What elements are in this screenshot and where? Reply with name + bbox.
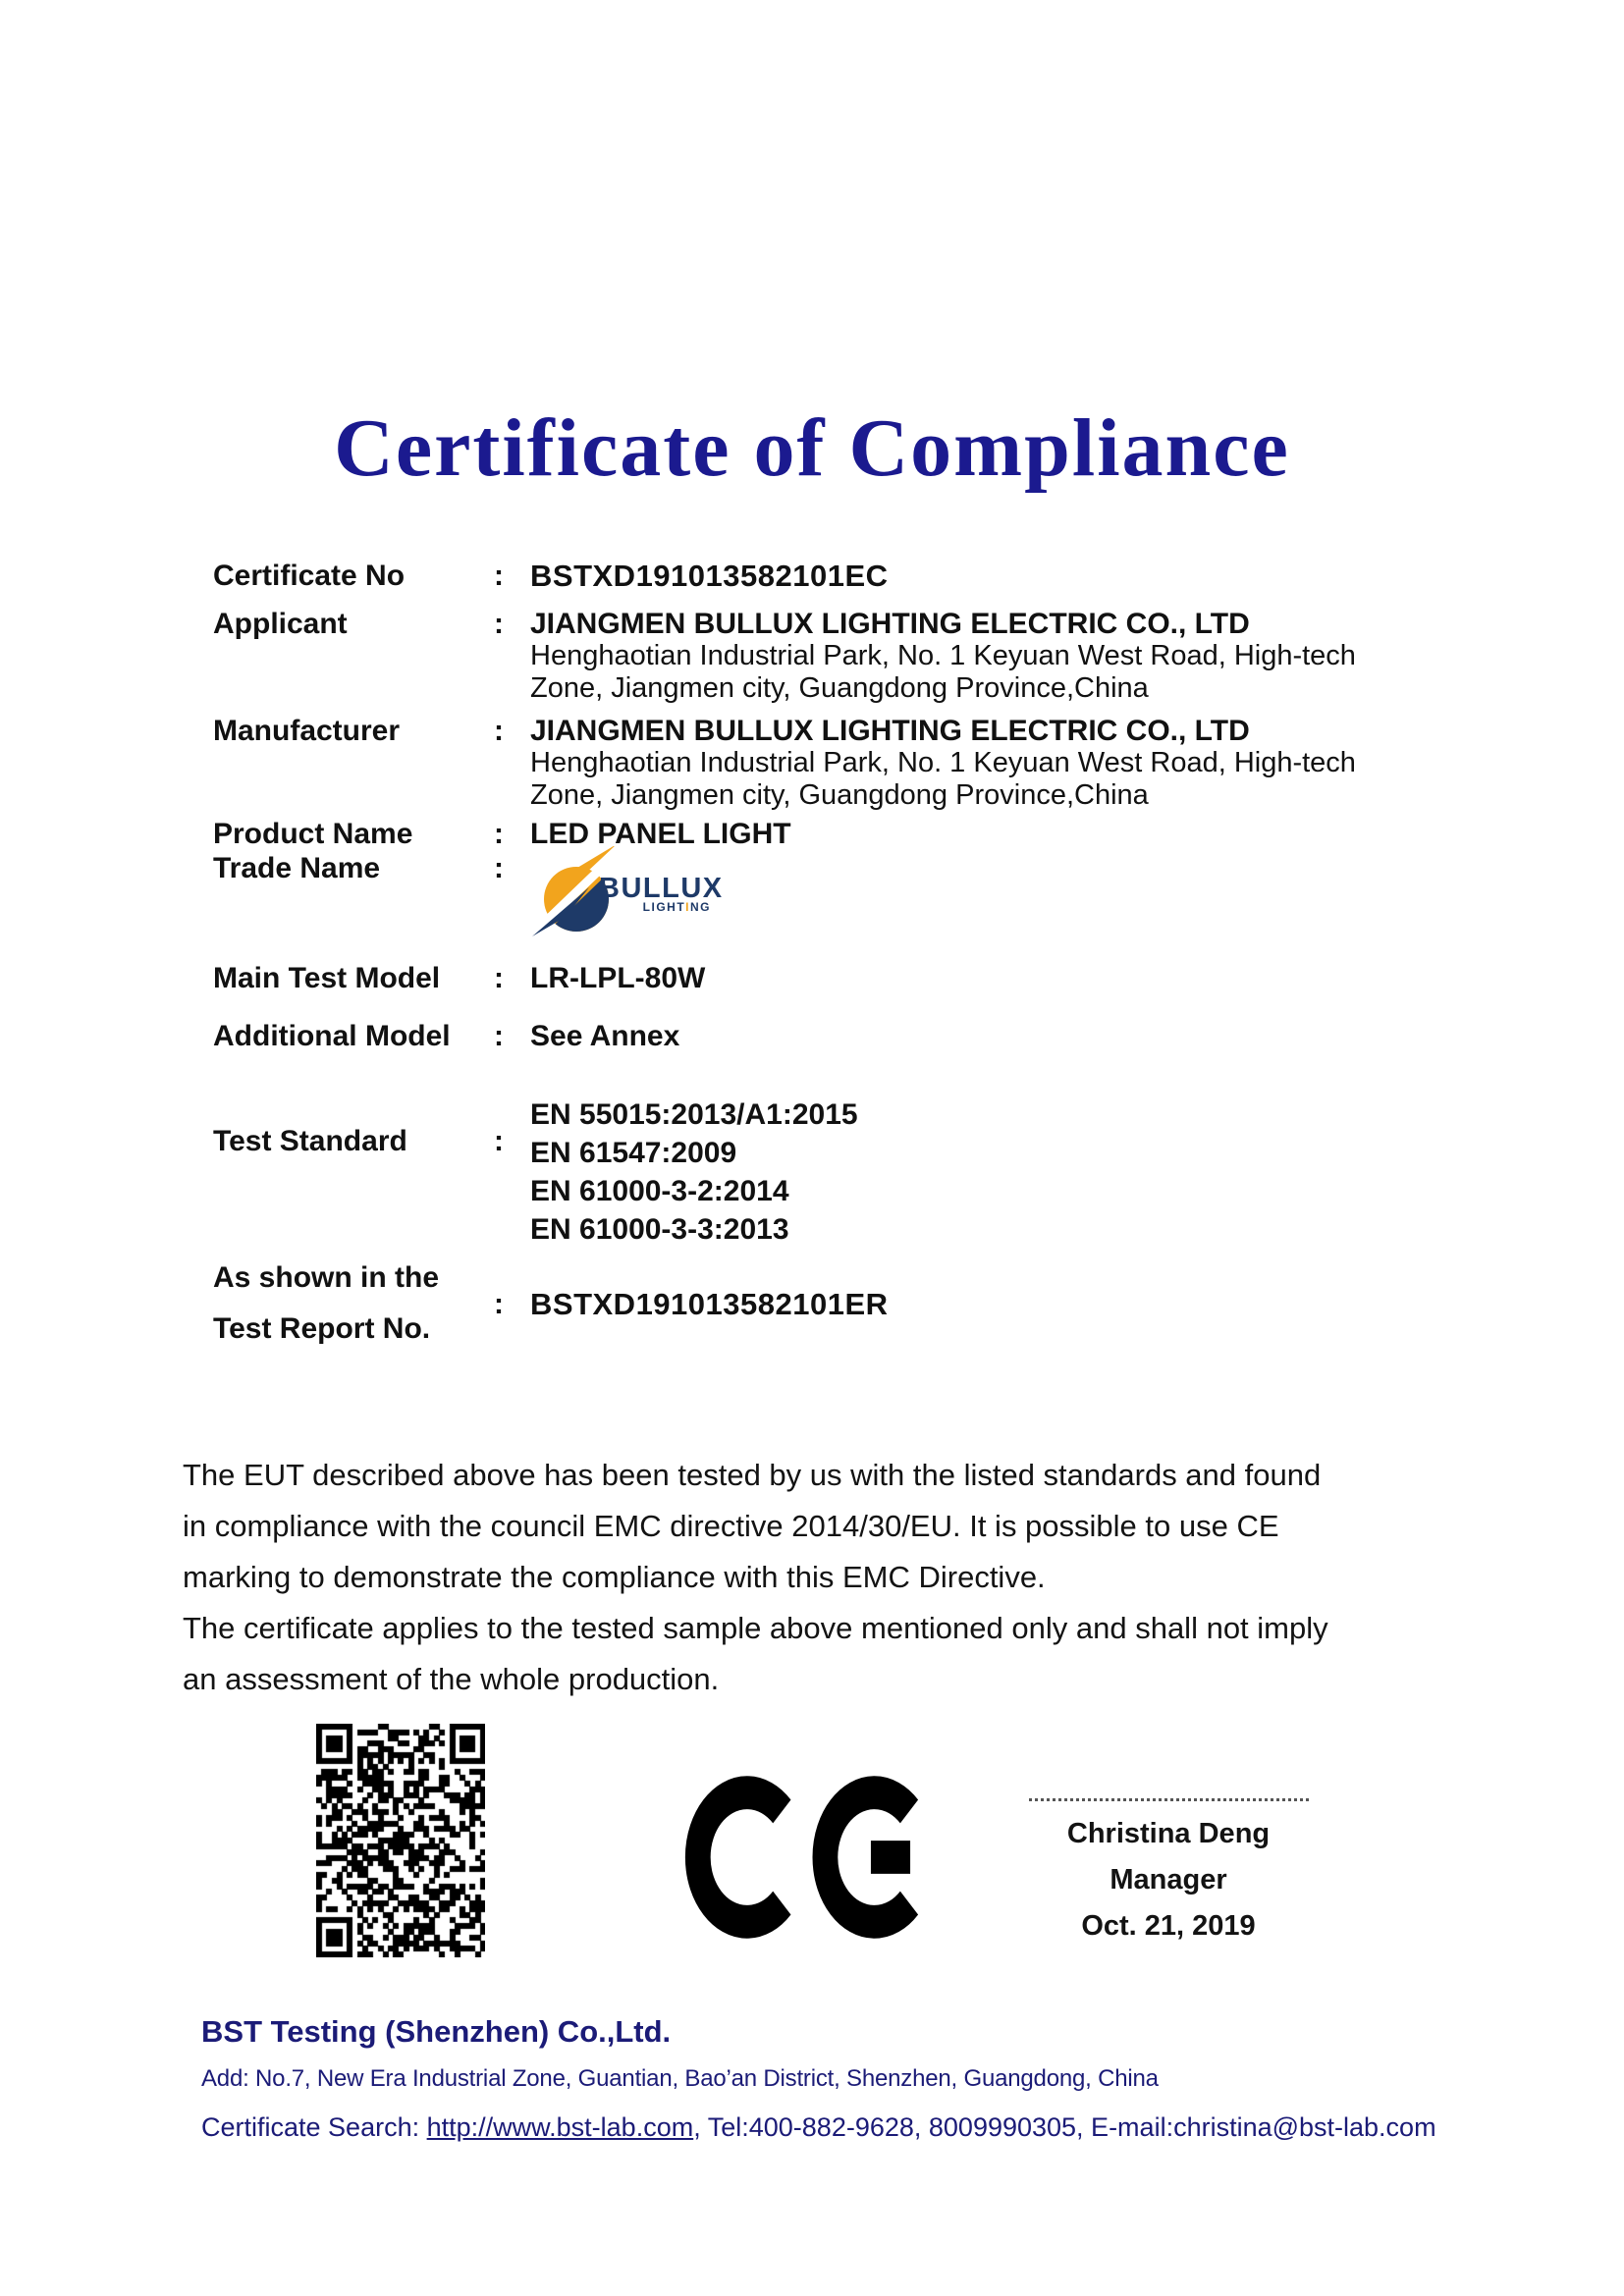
field-label: Certificate No [213,560,406,592]
colon: : [494,1020,504,1052]
logo-sub-text: LIGHTING [642,900,711,914]
test-standard-line: EN 55015:2013/A1:2015 [530,1098,858,1131]
colon: : [494,715,504,747]
colon: : [494,608,504,640]
lab-address: Add: No.7, New Era Industrial Zone, Guantian, Bao’an District, Shenzhen, Guangdong, China [201,2065,1159,2092]
field-label: Test Standard [213,1125,407,1157]
field-product-name [213,818,1489,850]
test-standard-line: EN 61000-3-3:2013 [530,1213,789,1246]
field-label: Product Name [213,818,413,850]
colon: : [494,818,504,850]
manufacturer-company: JIANGMEN BULLUX LIGHTING ELECTRIC CO., LTD [530,715,1250,747]
certificate-search-line [201,2112,1507,2143]
colon: : [494,852,504,884]
logo-brand-text: BULLUX [599,873,722,904]
footer [201,2014,1507,2143]
certificate-fields [213,560,1489,1355]
certificate-number: BSTXD191013582101EC [530,559,889,593]
field-label: Additional Model [213,1020,451,1052]
qr-code [316,1724,485,1957]
field-label: Applicant [213,608,348,640]
test-report-number: BSTXD191013582101ER [530,1286,889,1321]
signature-date: Oct. 21, 2019 [1081,1910,1256,1942]
certificate-search-label: Certificate Search: [201,2112,420,2142]
field-manufacturer [213,715,1489,812]
ce-mark [682,1765,943,1949]
product-name-value: LED PANEL LIGHT [530,818,791,850]
statement-line: The EUT described above has been tested by us with the listed standards and found [183,1458,1322,1492]
manufacturer-address-line1: Henghaotian Industrial Park, No. 1 Keyuan West Road, High-tech [530,747,1356,778]
field-label [213,1253,494,1355]
colon: : [494,1287,504,1320]
ce-letter-c [698,1792,783,1922]
statement-line: The certificate applies to the tested sample above mentioned only and shall not imply [183,1611,1328,1645]
applicant-address-line1: Henghaotian Industrial Park, No. 1 Keyuan West Road, High-tech [530,640,1356,671]
compliance-statement [183,1450,1489,1705]
applicant-address-line2: Zone, Jiangmen city, Guangdong Province,China [530,672,1149,704]
manufacturer-address-line2: Zone, Jiangmen city, Guangdong Province,China [530,779,1149,811]
additional-model-value: See Annex [530,1020,680,1052]
colon: : [494,1125,504,1157]
field-label: Main Test Model [213,962,441,994]
field-test-standard [213,1095,1489,1249]
test-report-label-line1: As shown in the [213,1261,440,1294]
field-certificate-no [213,560,1489,592]
bullux-logo-graphic [530,846,722,948]
field-test-report-no [213,1253,1489,1355]
statement-line: in compliance with the council EMC directive 2014/30/EU. It is possible to use CE [183,1509,1279,1543]
statement-line: marking to demonstrate the compliance with this EMC Directive. [183,1560,1046,1594]
bullux-logo [530,846,722,948]
certificate-search-link[interactable]: http://www.bst-lab.com [426,2112,694,2142]
test-standard-line: EN 61547:2009 [530,1137,737,1169]
signature-block [1011,1798,1326,1949]
colon: : [494,962,504,994]
signatory-name: Christina Deng [1066,1818,1271,1849]
test-report-label-line2: Test Report No. [213,1312,431,1345]
colon: : [494,560,504,592]
field-label: Manufacturer [213,715,401,747]
field-additional-model [213,1020,1489,1052]
contact-info: , Tel:400-882-9628, 8009990305, E-mail:christina@bst-lab.com [693,2112,1436,2142]
test-standard-line: EN 61000-3-2:2014 [530,1175,789,1207]
page-title: Certificate of Compliance [334,402,1290,494]
field-applicant [213,608,1489,705]
main-test-model-value: LR-LPL-80W [530,962,706,994]
signature-dotted-line [1029,1798,1309,1801]
signatory-role: Manager [1110,1864,1227,1896]
statement-line: an assessment of the whole production. [183,1662,720,1696]
field-label: Trade Name [213,852,381,884]
applicant-company: JIANGMEN BULLUX LIGHTING ELECTRIC CO., LTD [530,608,1250,640]
field-main-test-model [213,962,1489,994]
field-trade-name [213,852,1489,948]
lab-company-name: BST Testing (Shenzhen) Co.,Ltd. [201,2014,672,2049]
